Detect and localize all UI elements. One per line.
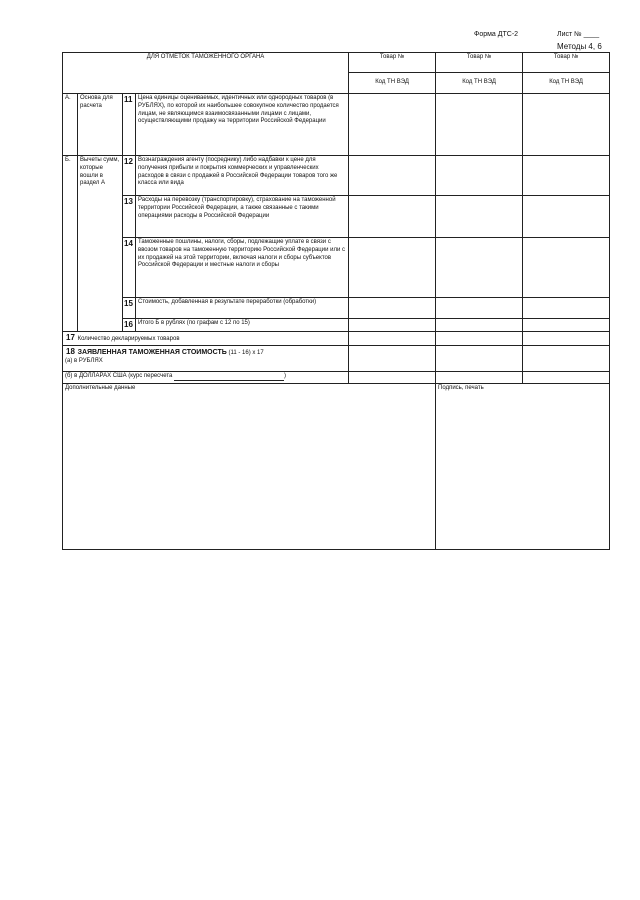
row-18-formula: (11 - 16) x 17 xyxy=(228,350,264,357)
row-15-text: Стоимость, добавленная в результате переработки (обработки) xyxy=(136,298,349,319)
value-cell[interactable] xyxy=(436,196,523,238)
row-16-text: Итого Б в рублях (по графам с 12 по 15) xyxy=(136,319,349,332)
row-17-number: 17 xyxy=(66,333,75,343)
row-16-number: 16 xyxy=(123,319,136,332)
row-12-number: 12 xyxy=(123,156,136,196)
section-b-letter: Б. xyxy=(63,156,78,332)
row-11-text: Цена единицы оцениваемых, идентичных или однородных товаров (в РУБЛЯХ), по которой их наибольшее совокупное количество продается лицам, не являющимся взаимосвязанными лицами с лицами, осуществляющими продажу на территории Российской Федерации xyxy=(136,94,349,156)
value-cell[interactable] xyxy=(349,94,436,156)
row-13-text: Расходы на перевозку (транспортировку), страхование на таможенной территории Российской Федерации, а также связанные с такими операциями расходы в Российской Федерации xyxy=(136,196,349,238)
sheet-number: Лист № ____ xyxy=(557,31,600,38)
value-cell[interactable] xyxy=(523,156,610,196)
row-18 xyxy=(63,346,349,372)
row-15-number: 15 xyxy=(123,298,136,319)
additional-data-box[interactable] xyxy=(63,384,436,550)
row-18-usd xyxy=(63,372,349,384)
value-cell[interactable] xyxy=(436,156,523,196)
value-cell[interactable] xyxy=(523,94,610,156)
customs-marks-header: ДЛЯ ОТМЕТОК ТАМОЖЕННОГО ОРГАНА xyxy=(63,53,349,94)
tn-ved-code-header: Код ТН ВЭД xyxy=(523,73,610,94)
additional-data-label: Дополнительные данные xyxy=(65,385,136,392)
value-cell[interactable] xyxy=(523,238,610,298)
item-number-header: Товар № xyxy=(349,53,436,73)
section-a-letter: А. xyxy=(63,94,78,156)
row-11-number: 11 xyxy=(123,94,136,156)
exchange-rate-field[interactable] xyxy=(174,373,287,381)
row-18-number: 18 xyxy=(66,347,75,357)
value-cell[interactable] xyxy=(436,346,523,372)
customs-value-form xyxy=(62,52,610,550)
signature-label: Подпись, печать xyxy=(438,385,484,392)
value-cell[interactable] xyxy=(523,346,610,372)
value-cell[interactable] xyxy=(436,94,523,156)
methods-label: Методы 4, 6 xyxy=(557,42,602,51)
value-cell[interactable] xyxy=(349,196,436,238)
value-cell[interactable] xyxy=(523,196,610,238)
value-cell[interactable] xyxy=(349,238,436,298)
value-cell[interactable] xyxy=(523,298,610,319)
signature-box[interactable] xyxy=(436,384,610,550)
section-a-title: Основа для расчета xyxy=(78,94,123,156)
value-cell[interactable] xyxy=(523,319,610,332)
value-cell[interactable] xyxy=(349,332,436,346)
value-cell[interactable] xyxy=(349,346,436,372)
value-cell[interactable] xyxy=(436,332,523,346)
value-cell[interactable] xyxy=(349,372,436,384)
row-12-text: Вознаграждения агенту (посреднику) либо надбавки к цене для получения прибыли и покрытия коммерческих и управленческих расходов в связи с продажей в Российской Федерации товаров того же класса или вида xyxy=(136,156,349,196)
value-cell[interactable] xyxy=(349,298,436,319)
tn-ved-code-header: Код ТН ВЭД xyxy=(436,73,523,94)
tn-ved-code-header: Код ТН ВЭД xyxy=(349,73,436,94)
row-17 xyxy=(63,332,349,346)
row-13-number: 13 xyxy=(123,196,136,238)
row-14-text: Таможенные пошлины, налоги, сборы, подлежащие уплате в связи с ввозом товаров на таможенную территорию Российской Федерации или с их продажей на этой территории, включая налоги и сборы субъектов Российской Федерации и местные налоги и сборы xyxy=(136,238,349,298)
value-cell[interactable] xyxy=(523,332,610,346)
row-17-text: Количество декларируемых товаров xyxy=(77,336,180,343)
value-cell[interactable] xyxy=(436,319,523,332)
value-cell[interactable] xyxy=(436,238,523,298)
row-18-usd-label: (б) в ДОЛЛАРАХ США (курс пересчета xyxy=(65,373,173,380)
value-cell[interactable] xyxy=(349,319,436,332)
item-number-header: Товар № xyxy=(523,53,610,73)
row-14-number: 14 xyxy=(123,238,136,298)
item-number-header: Товар № xyxy=(436,53,523,73)
row-18-title: ЗАЯВЛЕННАЯ ТАМОЖЕННАЯ СТОИМОСТЬ xyxy=(77,349,227,357)
section-b-title: Вычеты сумм, которые вошли в раздел А xyxy=(78,156,123,332)
form-name: Форма ДТС-2 xyxy=(474,31,519,38)
row-18-rub-label: (а) в РУБЛЯХ xyxy=(65,357,103,364)
value-cell[interactable] xyxy=(349,156,436,196)
value-cell[interactable] xyxy=(436,298,523,319)
row-18-usd-close: ) xyxy=(284,373,287,380)
value-cell[interactable] xyxy=(523,372,610,384)
value-cell[interactable] xyxy=(436,372,523,384)
